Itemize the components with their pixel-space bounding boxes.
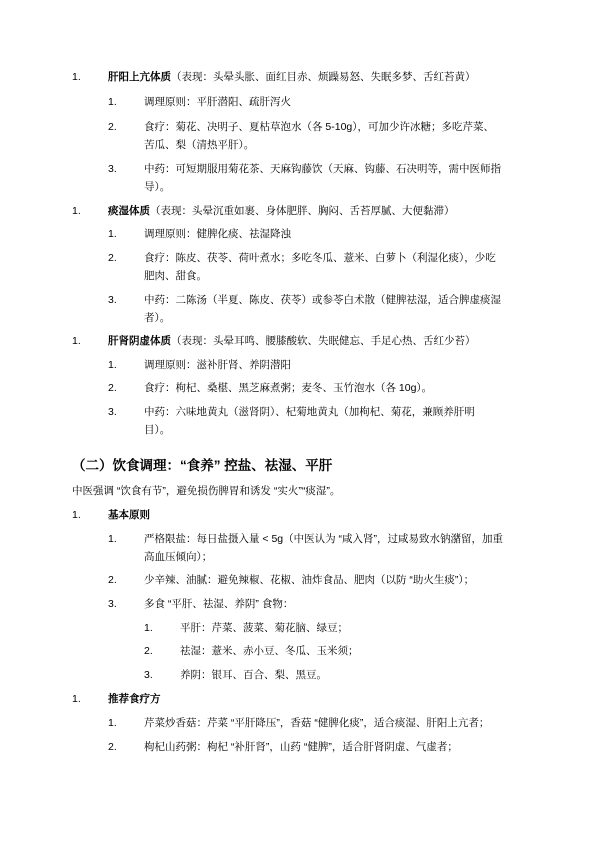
text-line: 枸杞山药粥：枸杞 “补肝肾”，山药 “健脾”，适合肝肾阴虚、气虚者；: [144, 741, 458, 753]
constitution-type-line: [108, 203, 455, 221]
list-number: 2.: [108, 574, 117, 586]
list-number: 1.: [108, 96, 117, 108]
list-number: 1.: [72, 509, 81, 521]
constitution-type-heading: [72, 203, 455, 221]
constitution-type-title: 痰湿体质: [108, 205, 150, 217]
list-number: 1.: [72, 205, 81, 217]
list-item-text: [144, 161, 501, 196]
subsection-heading: [72, 691, 161, 709]
list-number: 1.: [72, 335, 81, 347]
list-item-text: [144, 715, 489, 733]
list-item: [108, 94, 291, 112]
constitution-type-heading: [72, 333, 476, 351]
list-item-text: [144, 596, 293, 614]
list-number: 3.: [108, 163, 117, 175]
list-item-text: [144, 739, 458, 757]
list-item: [108, 250, 496, 285]
list-item-text: [144, 357, 291, 375]
list-number: 2.: [108, 121, 117, 133]
text-line: 肥肉、甜食。: [144, 269, 207, 282]
list-item-text: [144, 94, 291, 112]
constitution-type-line: [108, 333, 476, 351]
list-item: [108, 739, 458, 757]
list-item: [108, 161, 501, 196]
text-line: 芹菜炒香菇：芹菜 “平肝降压”，香菇 “健脾化痰”，适合痰湿、肝阳上亢者；: [144, 717, 490, 729]
list-item-text: [144, 292, 501, 327]
list-number: 3.: [144, 669, 153, 681]
intro-paragraph: [72, 483, 340, 501]
text-line: 少辛辣、油腻：避免辣椒、花椒、油炸食品、肥肉（以防 “助火生痰”）；: [144, 574, 475, 586]
list-number: 2.: [108, 252, 117, 264]
list-item-text: [144, 572, 474, 590]
list-number: 1.: [108, 359, 117, 371]
nested-item-text: 平肝：芹菜、菠菜、菊花脑、绿豆；: [180, 622, 348, 634]
constitution-type-title: 肝肾阴虚体质: [108, 335, 171, 347]
list-item: [108, 596, 293, 614]
list-item-text: [144, 380, 432, 398]
constitution-type-description: （表现：头晕头胀、面红目赤、烦躁易怒、失眠多梦、舌红苔黄）: [171, 71, 476, 83]
list-number: 3.: [108, 294, 117, 306]
list-item: [108, 715, 489, 733]
list-number: 3.: [108, 598, 117, 610]
list-number: 1.: [108, 228, 117, 240]
list-item: [108, 357, 291, 375]
text-line: 导）。: [144, 180, 171, 193]
text-line: 食疗：陈皮、茯苓、荷叶煮水；多吃冬瓜、薏米、白萝卜（利湿化痰），少吃: [144, 252, 496, 264]
list-item-text: [144, 531, 503, 566]
subsection-title: 基本原则: [108, 509, 150, 521]
list-item-text: [144, 404, 475, 439]
constitution-type-line: [108, 69, 476, 87]
list-item: [108, 119, 494, 154]
text-line: 调理原则：健脾化痰、祛湿降浊: [144, 228, 291, 240]
list-item-text: [144, 250, 496, 285]
nested-list-item: [144, 643, 359, 661]
list-item: [108, 292, 501, 327]
text-line: 者）。: [144, 311, 171, 324]
list-number: 1.: [72, 693, 81, 705]
list-item: [108, 226, 291, 244]
text-line: 高血压倾向）；: [144, 550, 213, 563]
list-item: [108, 572, 474, 590]
constitution-type-description: （表现：头晕耳鸣、腰膝酸软、失眠健忘、手足心热、舌红少苔）: [171, 335, 476, 347]
nested-list-item: [144, 667, 327, 685]
text-line: 食疗：枸杞、桑椹、黑芝麻煮粥；麦冬、玉竹泡水（各 10g）。: [144, 382, 433, 394]
constitution-type-description: （表现：头晕沉重如裹、身体肥胖、胸闷、舌苔厚腻、大便黏滞）: [150, 205, 455, 217]
text-line: 食疗：菊花、决明子、夏枯草泡水（各 5-10g），可加少许冰糖；多吃芹菜、: [144, 121, 495, 133]
section-heading: （二）饮食调理：“食养” 控盐、祛湿、平肝: [72, 458, 333, 473]
subsection-heading: [72, 507, 150, 525]
list-number: 2.: [108, 382, 117, 394]
list-item: [108, 531, 503, 566]
text-line: 严格限盐：每日盐摄入量 < 5g（中医认为 “咸入肾”，过咸易致水钠潴留，加重: [144, 533, 504, 545]
list-number: 1.: [108, 533, 117, 545]
list-number: 1.: [72, 71, 81, 83]
nested-list-item: [144, 620, 348, 638]
text-line: 中药：六味地黄丸（滋肾阴）、杞菊地黄丸（加枸杞、菊花，兼顾养肝明: [144, 406, 475, 418]
subsection-title: 推荐食疗方: [108, 693, 161, 705]
text-line: 调理原则：平肝潜阳、疏肝泻火: [144, 96, 291, 108]
text-line: 目）。: [144, 423, 171, 436]
list-item: [108, 380, 432, 398]
list-item: [108, 404, 475, 439]
list-number: 2.: [108, 741, 117, 753]
list-item-text: [144, 226, 291, 244]
list-number: 1.: [144, 622, 153, 634]
list-number: 3.: [108, 406, 117, 418]
text-line: 苦瓜、梨（清热平肝）。: [144, 138, 255, 151]
text-line: 调理原则：滋补肝肾、养阴潜阳: [144, 359, 291, 371]
intro-text: 中医强调 “饮食有节”，避免损伤脾胃和诱发 “实火”“痰湿”。: [72, 485, 341, 497]
constitution-type-heading: [72, 69, 476, 87]
nested-item-text: 祛湿：薏米、赤小豆、冬瓜、玉米须；: [180, 645, 359, 657]
list-number: 2.: [144, 645, 153, 657]
nested-item-text: 养阴：银耳、百合、梨、黑豆。: [180, 669, 327, 681]
list-item-text: [144, 119, 494, 154]
list-number: 1.: [108, 717, 117, 729]
constitution-type-title: 肝阳上亢体质: [108, 71, 171, 83]
text-line: 中药：二陈汤（半夏、陈皮、茯苓）或参苓白术散（健脾祛湿，适合脾虚痰湿: [144, 294, 501, 306]
text-line: 多食 “平肝、祛湿、养阴” 食物：: [144, 598, 294, 610]
text-line: 中药：可短期服用菊花茶、天麻钩藤饮（天麻、钩藤、石决明等，需中医师指: [144, 163, 501, 175]
